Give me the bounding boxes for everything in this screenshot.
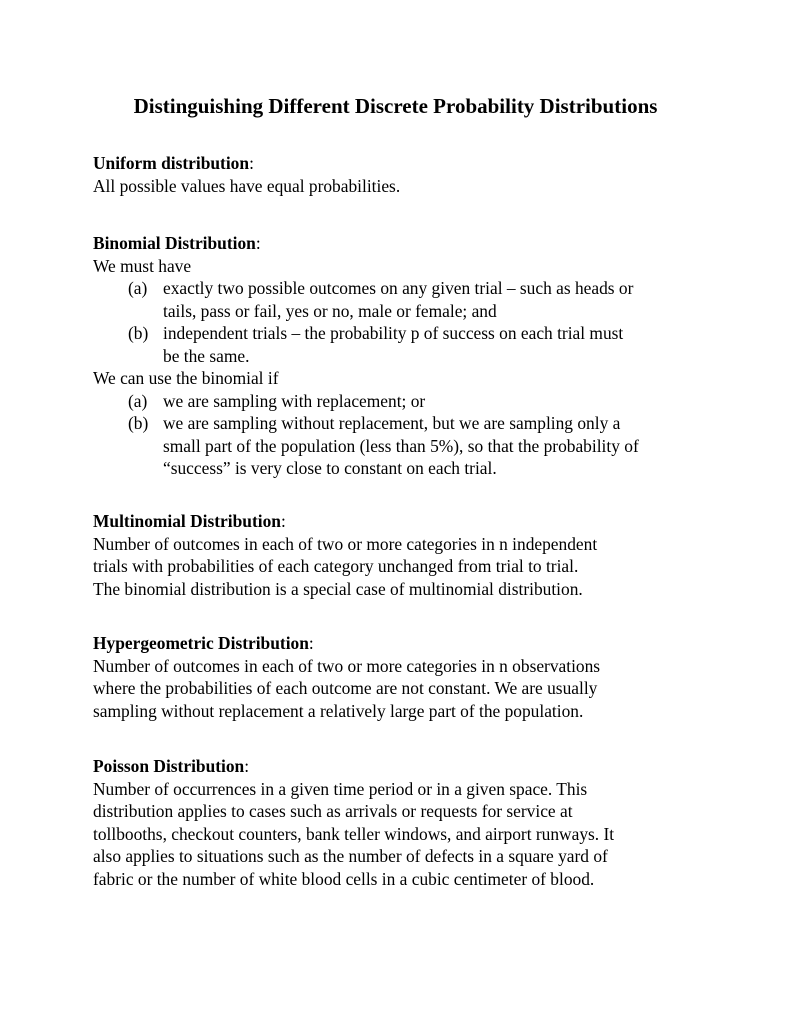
list-marker: (a) [128, 390, 148, 411]
paragraph-line: Number of outcomes in each of two or more categories in n observations [93, 655, 601, 676]
paragraph-line: fabric or the number of white blood cells in a cubic centimeter of blood. [93, 868, 595, 889]
section-heading-binomial [93, 232, 733, 255]
paragraph-line: Number of occurrences in a given time period or in a given space. This [93, 778, 588, 799]
section-heading-hypergeometric [93, 632, 733, 655]
section-heading-uniform [93, 152, 733, 175]
section-multinomial [93, 510, 733, 600]
heading-colon: : [280, 511, 286, 531]
list-marker: (a) [128, 278, 148, 298]
section-binomial [93, 232, 733, 480]
section-heading-multinomial [93, 510, 733, 533]
section-uniform [93, 152, 733, 197]
heading-colon: : [249, 153, 254, 173]
list-item-continuation: small part of the population (less than 5%), so that the probability of [163, 435, 639, 456]
list-item [93, 412, 733, 435]
list-item-continuation: “success” is very close to constant on each trial. [163, 458, 497, 478]
heading-text: Multinomial Distribution [93, 511, 281, 531]
list-item-text: we are sampling with replacement; or [163, 390, 426, 411]
list-marker: (b) [128, 323, 149, 343]
paragraph-line: sampling without replacement a relatively large part of the population. [93, 700, 584, 721]
page-title: Distinguishing Different Discrete Probability Distributions [133, 94, 658, 118]
list-item-text: independent trials – the probability p of success on each trial must [163, 323, 624, 343]
paragraph-line: tollbooths, checkout counters, bank teller windows, and airport runways. It [93, 823, 615, 844]
list-item-text: exactly two possible outcomes on any given trial – such as heads or [163, 278, 634, 298]
binomial-intro: We must have [93, 255, 192, 276]
heading-text: Hypergeometric Distribution [93, 633, 309, 653]
list-item-continuation: tails, pass or fail, yes or no, male or female; and [163, 300, 497, 321]
section-hypergeometric [93, 632, 733, 722]
paragraph-line: also applies to situations such as the number of defects in a square yard of [93, 846, 608, 866]
list-item-continuation: be the same. [163, 345, 250, 366]
heading-text: Poisson Distribution [93, 756, 245, 776]
paragraph-line: trials with probabilities of each category unchanged from trial to trial. [93, 556, 579, 576]
section-heading-poisson [93, 755, 733, 778]
paragraph-line: where the probabilities of each outcome are not constant. We are usually [93, 678, 598, 698]
list-item-text: we are sampling without replacement, but we are sampling only a [163, 413, 621, 433]
binomial-use-intro: We can use the binomial if [93, 368, 279, 388]
paragraph-line: distribution applies to cases such as arrivals or requests for service at [93, 801, 573, 821]
list-item [93, 322, 733, 345]
heading-colon: : [244, 756, 250, 776]
list-item [93, 390, 733, 413]
list-marker: (b) [128, 413, 149, 433]
list-item [93, 277, 733, 300]
heading-colon: : [308, 633, 314, 653]
paragraph-line: All possible values have equal probabilities. [93, 175, 401, 196]
heading-text: Binomial Distribution [93, 233, 256, 253]
heading-colon: : [255, 233, 261, 253]
section-poisson [93, 755, 733, 890]
paragraph-line: Number of outcomes in each of two or more categories in n independent [93, 533, 598, 554]
paragraph-line: The binomial distribution is a special case of multinomial distribution. [93, 578, 583, 599]
heading-text: Uniform distribution [93, 153, 250, 173]
